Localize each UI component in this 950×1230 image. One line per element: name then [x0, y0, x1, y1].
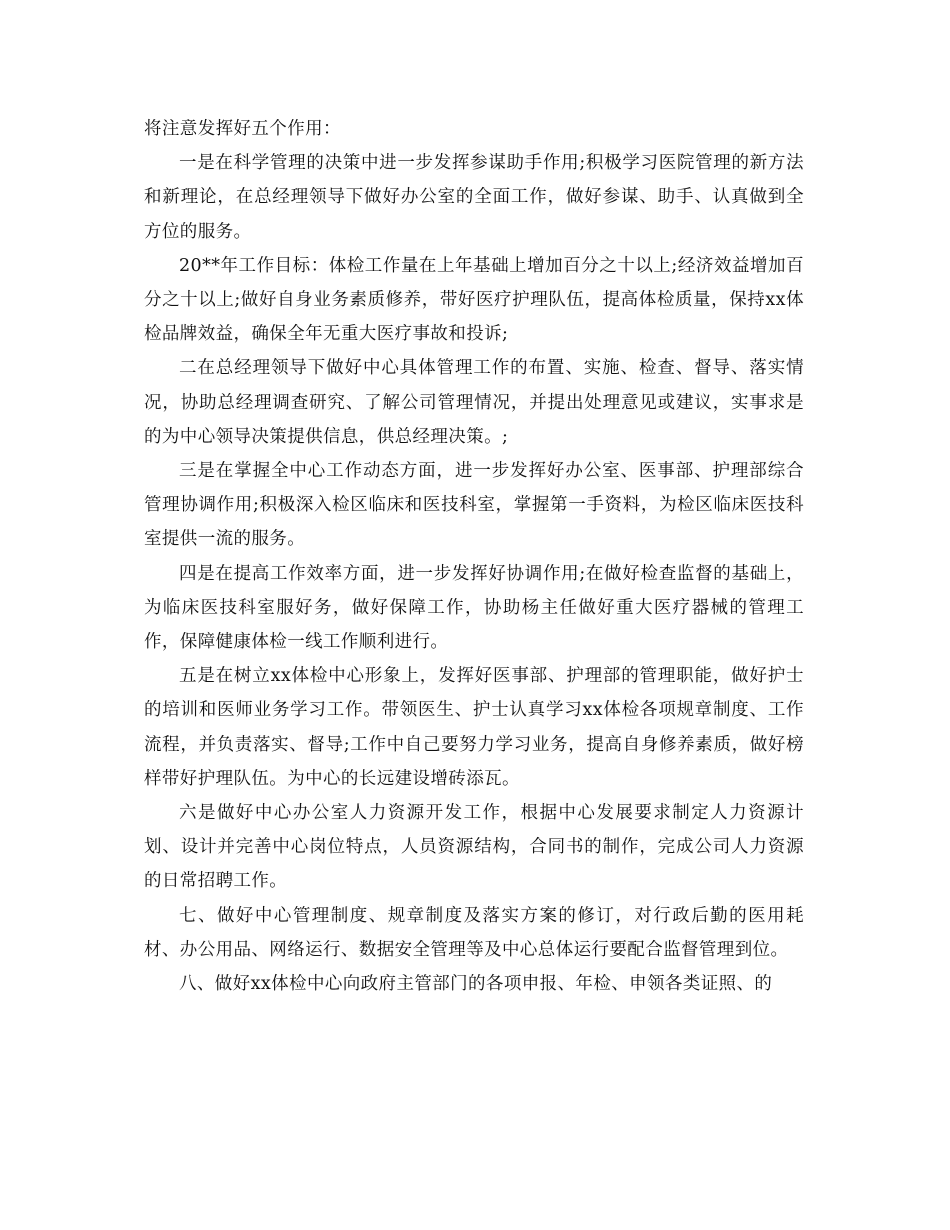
paragraph-intro: 将注意发挥好五个作用： — [144, 119, 341, 139]
paragraph-annual-goal: 20**年工作目标：体检工作量在上年基础上增加百分之十以上;经济效益增加百分之十以上;做好自身业务素质修养，带好医疗护理队伍，提高体检质量，保持xx体检品牌效益，确保全年无重大医疗事故和投诉; — [144, 255, 804, 345]
paragraph-item-3: 三是在掌握全中心工作动态方面，进一步发挥好办公室、医事部、护理部综合管理协调作用;积极深入检区临床和医技科室，掌握第一手资料，为检区临床医技科室提供一流的服务。 — [144, 461, 804, 550]
paragraph-item-8: 八、做好xx体检中心向政府主管部门的各项申报、年检、申领各类证照、的 — [179, 974, 773, 995]
document-body — [144, 112, 804, 1001]
paragraph-item-6: 六是做好中心办公室人力资源开发工作，根据中心发展要求制定人力资源计划、设计并完善中心岗位特点，人员资源结构，合同书的制作，完成公司人力资源的日常招聘工作。 — [144, 803, 804, 892]
paragraph-item-2: 二在总经理领导下做好中心具体管理工作的布置、实施、检查、督导、落实情况，协助总经理调查研究、了解公司管理情况，并提出处理意见或建议，实事求是的为中心领导决策提供信息，供总经理决策。; — [144, 358, 804, 447]
paragraph-item-5: 五是在树立xx体检中心形象上，发挥好医事部、护理部的管理职能，做好护士的培训和医师业务学习工作。带领医生、护士认真学习xx体检各项规章制度、工作流程，并负责落实、督导;工作中自己要努力学习业务，提高自身修养素质，做好榜样带好护理队伍。为中心的长远建设增砖添瓦。 — [144, 666, 804, 789]
paragraph-item-4: 四是在提高工作效率方面，进一步发挥好协调作用;在做好检查监督的基础上，为临床医技科室服好务，做好保障工作，协助杨主任做好重大医疗器械的管理工作，保障健康体检一线工作顺利进行。 — [144, 563, 804, 653]
paragraph-item-1: 一是在科学管理的决策中进一步发挥参谋助手作用;积极学习医院管理的新方法和新理论，在总经理领导下做好办公室的全面工作，做好参谋、助手、认真做到全方位的服务。 — [144, 153, 804, 242]
paragraph-item-7: 七、做好中心管理制度、规章制度及落实方案的修订，对行政后勤的医用耗材、办公用品、网络运行、数据安全管理等及中心总体运行要配合监督管理到位。 — [144, 905, 804, 960]
